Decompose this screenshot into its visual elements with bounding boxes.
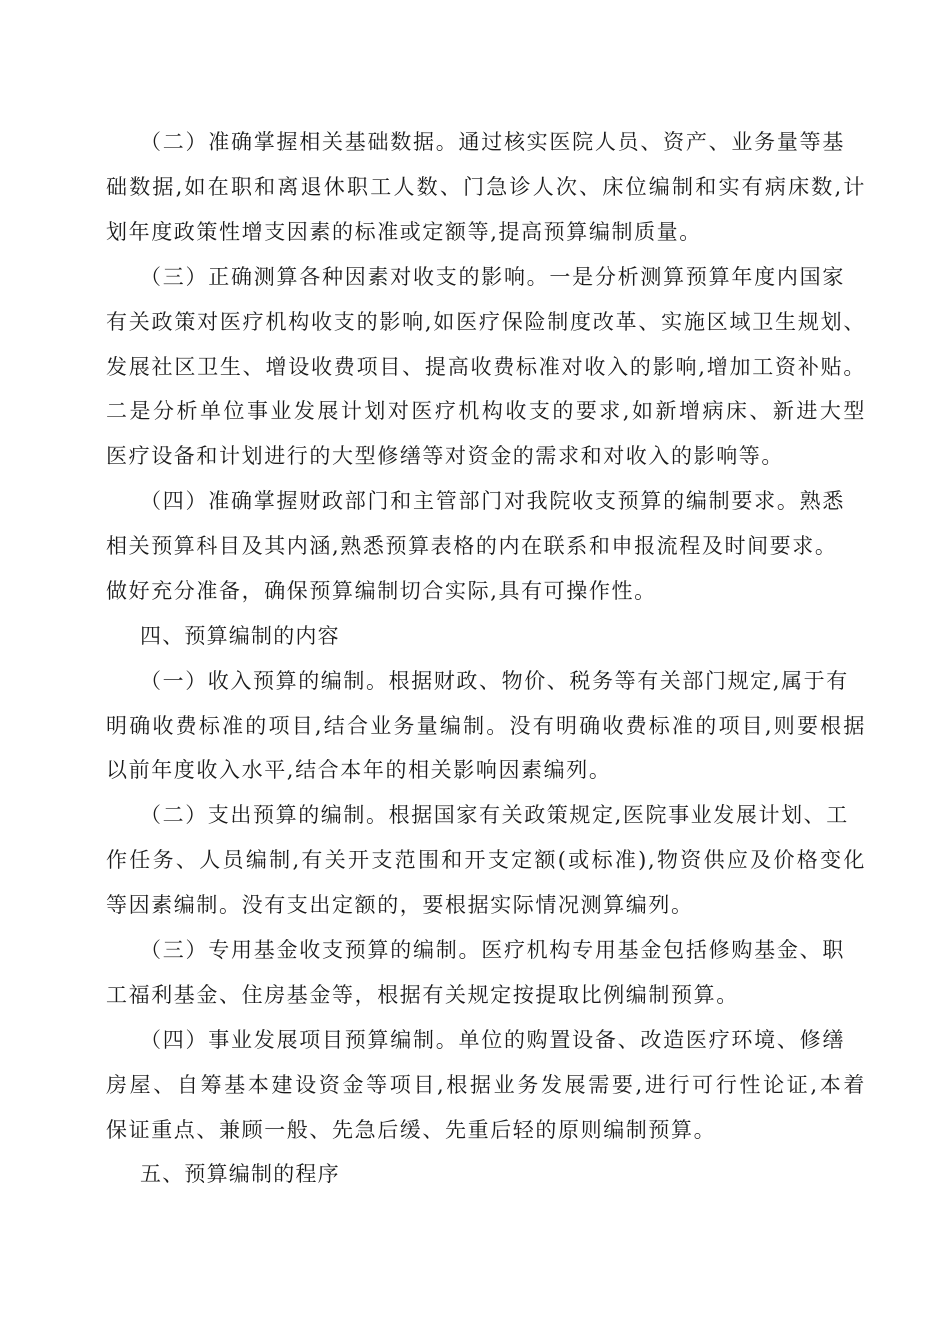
section-heading: 五、预算编制的程序 bbox=[140, 1162, 340, 1186]
paragraph-line: 医疗设备和计划进行的大型修缮等对资金的需求和对收入的影响等。 bbox=[106, 444, 784, 468]
paragraph-line: （三）正确测算各种因素对收支的影响。一是分析测算预算年度内国家 bbox=[140, 265, 845, 289]
paragraph-line: 明确收费标准的项目,结合业务量编制。没有明确收费标准的项目,则要根据 bbox=[106, 714, 866, 738]
paragraph-line: （一）收入预算的编制。根据财政、物价、税务等有关部门规定,属于有 bbox=[140, 669, 849, 693]
paragraph-line: 有关政策对医疗机构收支的影响,如医疗保险制度改革、实施区域卫生规划、 bbox=[106, 310, 866, 334]
paragraph-line: （三）专用基金收支预算的编制。医疗机构专用基金包括修购基金、职 bbox=[140, 938, 845, 962]
paragraph-line: （二）准确掌握相关基础数据。通过核实医院人员、资产、业务量等基 bbox=[140, 130, 845, 154]
section-heading: 四、预算编制的内容 bbox=[140, 624, 340, 648]
paragraph-line: 相关预算科目及其内涵,熟悉预算表格的内在联系和申报流程及时间要求。 bbox=[106, 534, 838, 558]
paragraph-line: （四）事业发展项目预算编制。单位的购置设备、改造医疗环境、修缮 bbox=[140, 1028, 845, 1052]
paragraph-line: 等因素编制。没有支出定额的，要根据实际情况测算编列。 bbox=[106, 893, 694, 917]
paragraph-line: 做好充分准备，确保预算编制切合实际,具有可操作性。 bbox=[106, 579, 657, 603]
paragraph-line: 保证重点、兼顾一般、先急后缓、先重后轻的原则编制预算。 bbox=[106, 1118, 717, 1142]
paragraph-line: 工福利基金、住房基金等，根据有关规定按提取比例编制预算。 bbox=[106, 983, 739, 1007]
paragraph-line: 作任务、人员编制,有关开支范围和开支定额(或标准),物资供应及价格变化 bbox=[106, 848, 866, 872]
paragraph-line: 房屋、自筹基本建设资金等项目,根据业务发展需要,进行可行性论证,本着 bbox=[106, 1073, 866, 1097]
paragraph-line: 二是分析单位事业发展计划对医疗机构收支的要求,如新增病床、新进大型 bbox=[106, 399, 866, 423]
paragraph-line: （二）支出预算的编制。根据国家有关政策规定,医院事业发展计划、工 bbox=[140, 803, 849, 827]
paragraph-line: 划年度政策性增支因素的标准或定额等,提高预算编制质量。 bbox=[106, 220, 702, 244]
paragraph-line: （四）准确掌握财政部门和主管部门对我院收支预算的编制要求。熟悉 bbox=[140, 489, 845, 513]
paragraph-line: 以前年度收入水平,结合本年的相关影响因素编列。 bbox=[106, 758, 612, 782]
paragraph-line: 础数据,如在职和离退休职工人数、门急诊人次、床位编制和实有病床数,计 bbox=[106, 175, 866, 199]
paragraph-line: 发展社区卫生、增设收费项目、提高收费标准对收入的影响,增加工资补贴。 bbox=[106, 355, 866, 379]
